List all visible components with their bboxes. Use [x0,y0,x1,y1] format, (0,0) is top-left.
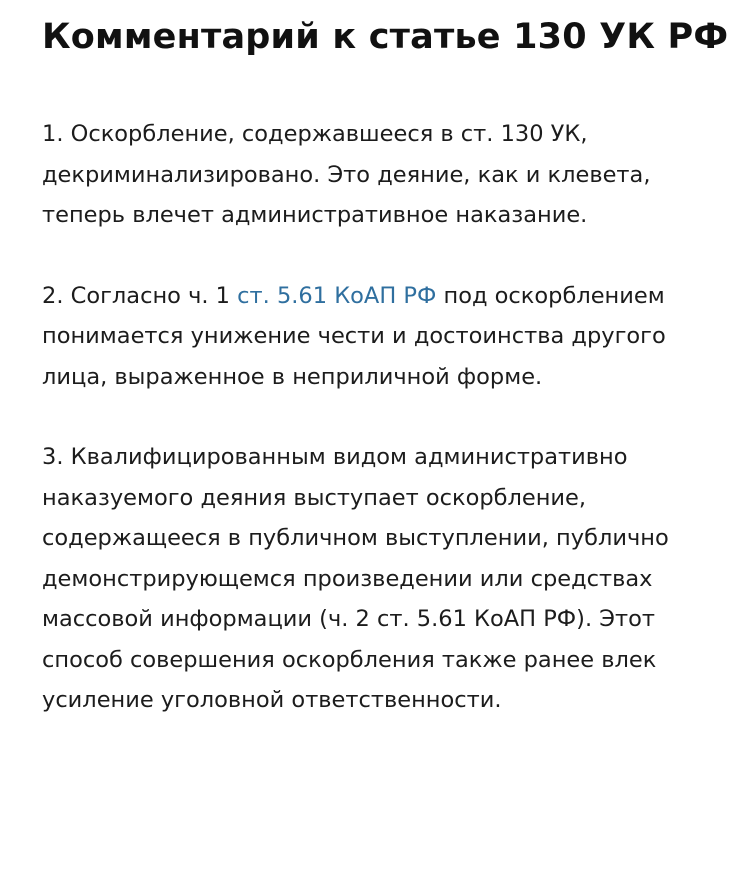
paragraph-2-text-after: под оскорблением понимается унижение чести и достоинства другого лица, выраженное в неприличной форме. [42,282,666,390]
paragraph-3: 3. Квалифицированным видом административно наказуемого деяния выступает оскорбление, содержащееся в публичном выступлении, публично демонстрирующемся произведении или средствах массовой информации (ч. 2 ст. 5.61 КоАП РФ). Этот способ совершения оскорбления также ранее влек усиление уголовной ответственности. [42,444,669,713]
page-title: Комментарий к статье 130 УК РФ [42,17,729,57]
paragraph-2-text-before: 2. Согласно ч. 1 [42,282,238,309]
koap-5-61-link[interactable]: ст. 5.61 КоАП РФ [237,282,437,309]
paragraph-2 [42,276,732,398]
paragraph-1: 1. Оскорбление, содержавшееся в ст. 130 УК, декриминализировано. Это деяние, как и клевета, теперь влечет административное наказание. [42,121,651,228]
article [42,14,732,721]
